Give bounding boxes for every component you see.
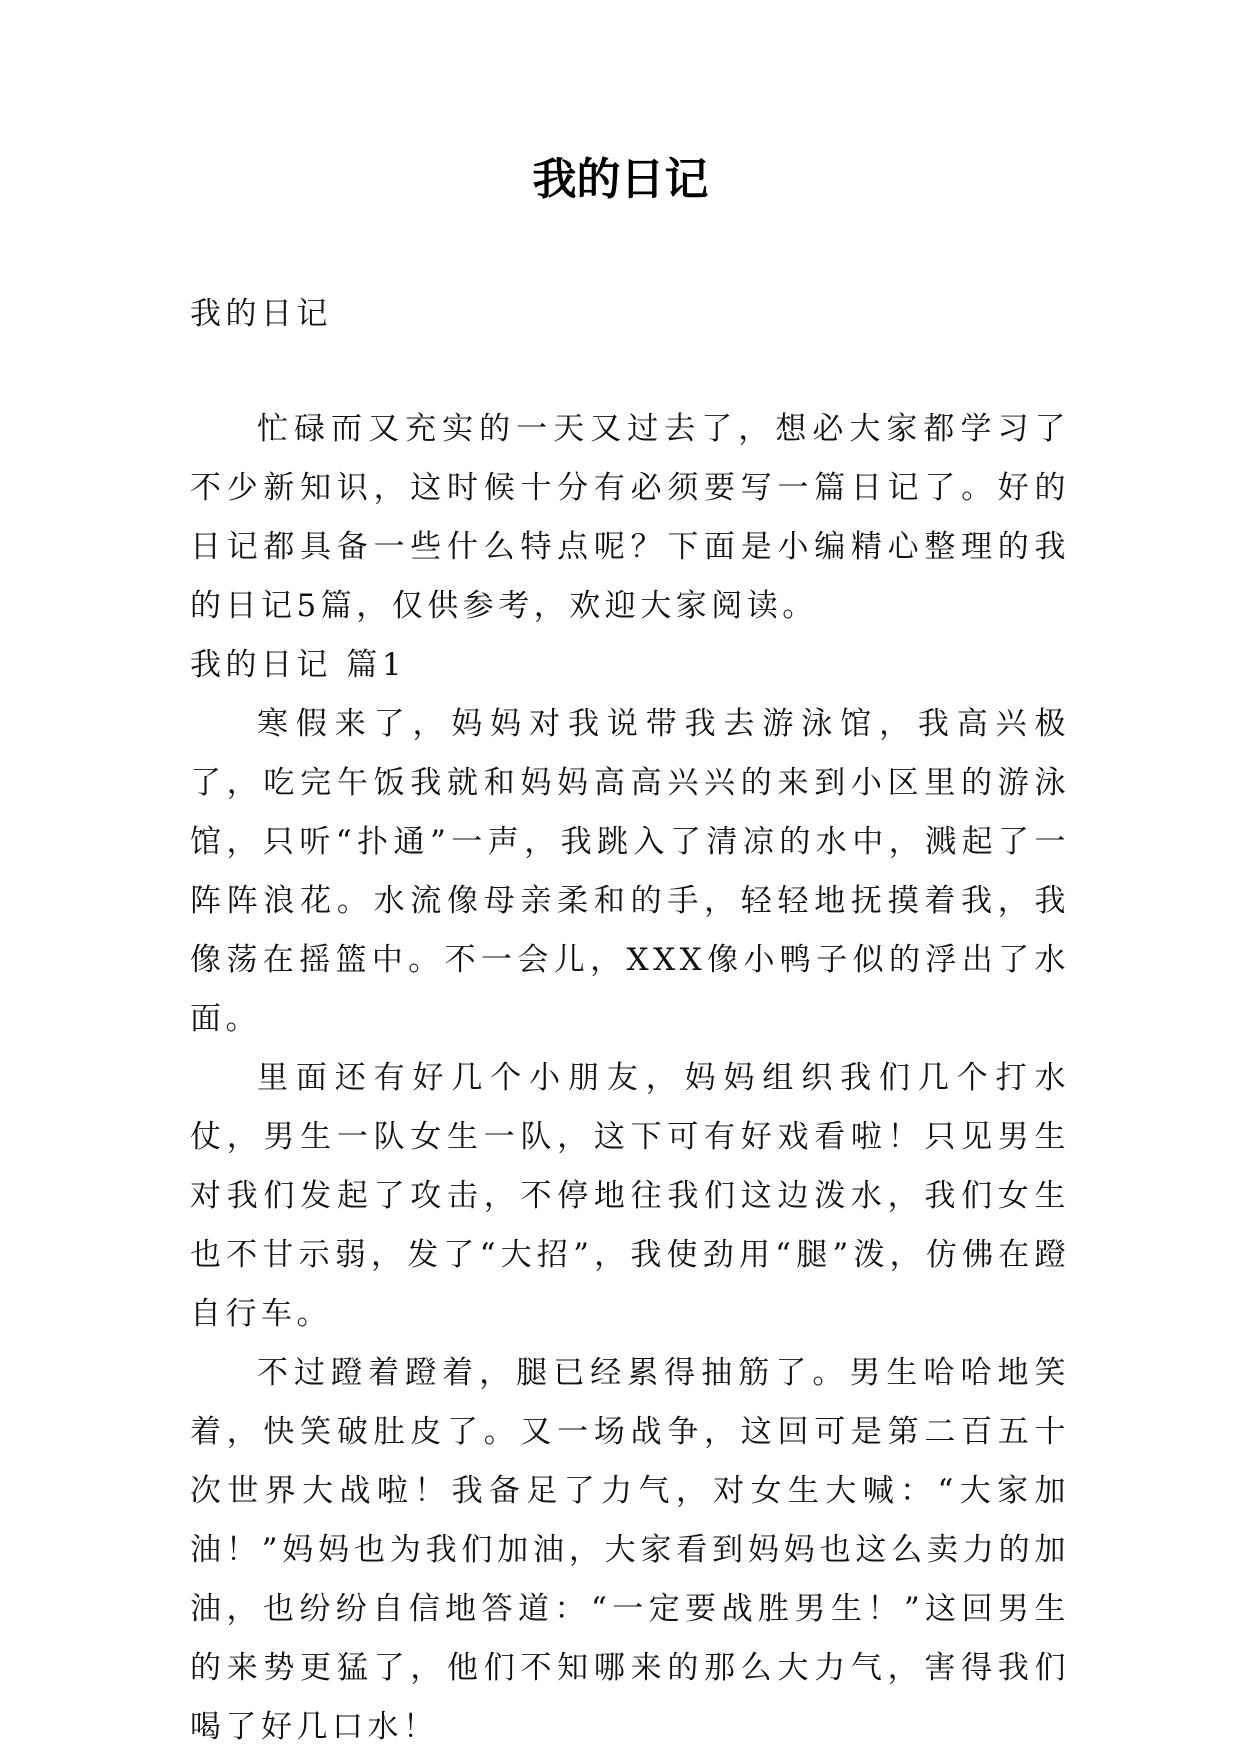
document-title: 我的日记 bbox=[532, 154, 709, 205]
body-paragraph-1: 寒假来了，妈妈对我说带我去游泳馆，我高兴极了，吃完午饭我就和妈妈高高兴兴的来到小区里的游泳馆，只听“扑通”一声，我跳入了清凉的水中，溅起了一阵阵浪花。水流像母亲柔和的手，轻轻地抚摸着我，我像荡在摇篮中。不一会儿，XXX像小鸭子似的浮出了水面。 bbox=[190, 706, 1070, 1037]
document-subheading: 我的日记 bbox=[190, 296, 332, 332]
body-paragraph-2: 里面还有好几个小朋友，妈妈组织我们几个打水仗，男生一队女生一队，这下可有好戏看啦！只见男生对我们发起了攻击，不停地往我们这边泼水，我们女生也不甘示弱，发了“大招”，我使劲用“腿”泼，仿佛在蹬自行车。 bbox=[190, 1060, 1070, 1332]
intro-paragraph: 忙碌而又充实的一天又过去了，想必大家都学习了不少新知识，这时候十分有必须要写一篇日记了。好的日记都具备一些什么特点呢？下面是小编精心整理的我的日记5篇，仅供参考，欢迎大家阅读。 bbox=[190, 411, 1070, 624]
document-body bbox=[190, 285, 1070, 1757]
section-heading: 我的日记 篇1 bbox=[190, 647, 407, 683]
body-paragraph-3: 不过蹬着蹬着，腿已经累得抽筋了。男生哈哈地笑着，快笑破肚皮了。又一场战争，这回可是第二百五十次世界大战啦！我备足了力气，对女生大喊：“大家加油！”妈妈也为我们加油，大家看到妈妈也这么卖力的加油，也纷纷自信地答道：“一定要战胜男生！”这回男生的来势更猛了，他们不知哪来的那么大力气，害得我们喝了好几口水！ bbox=[190, 1355, 1070, 1745]
